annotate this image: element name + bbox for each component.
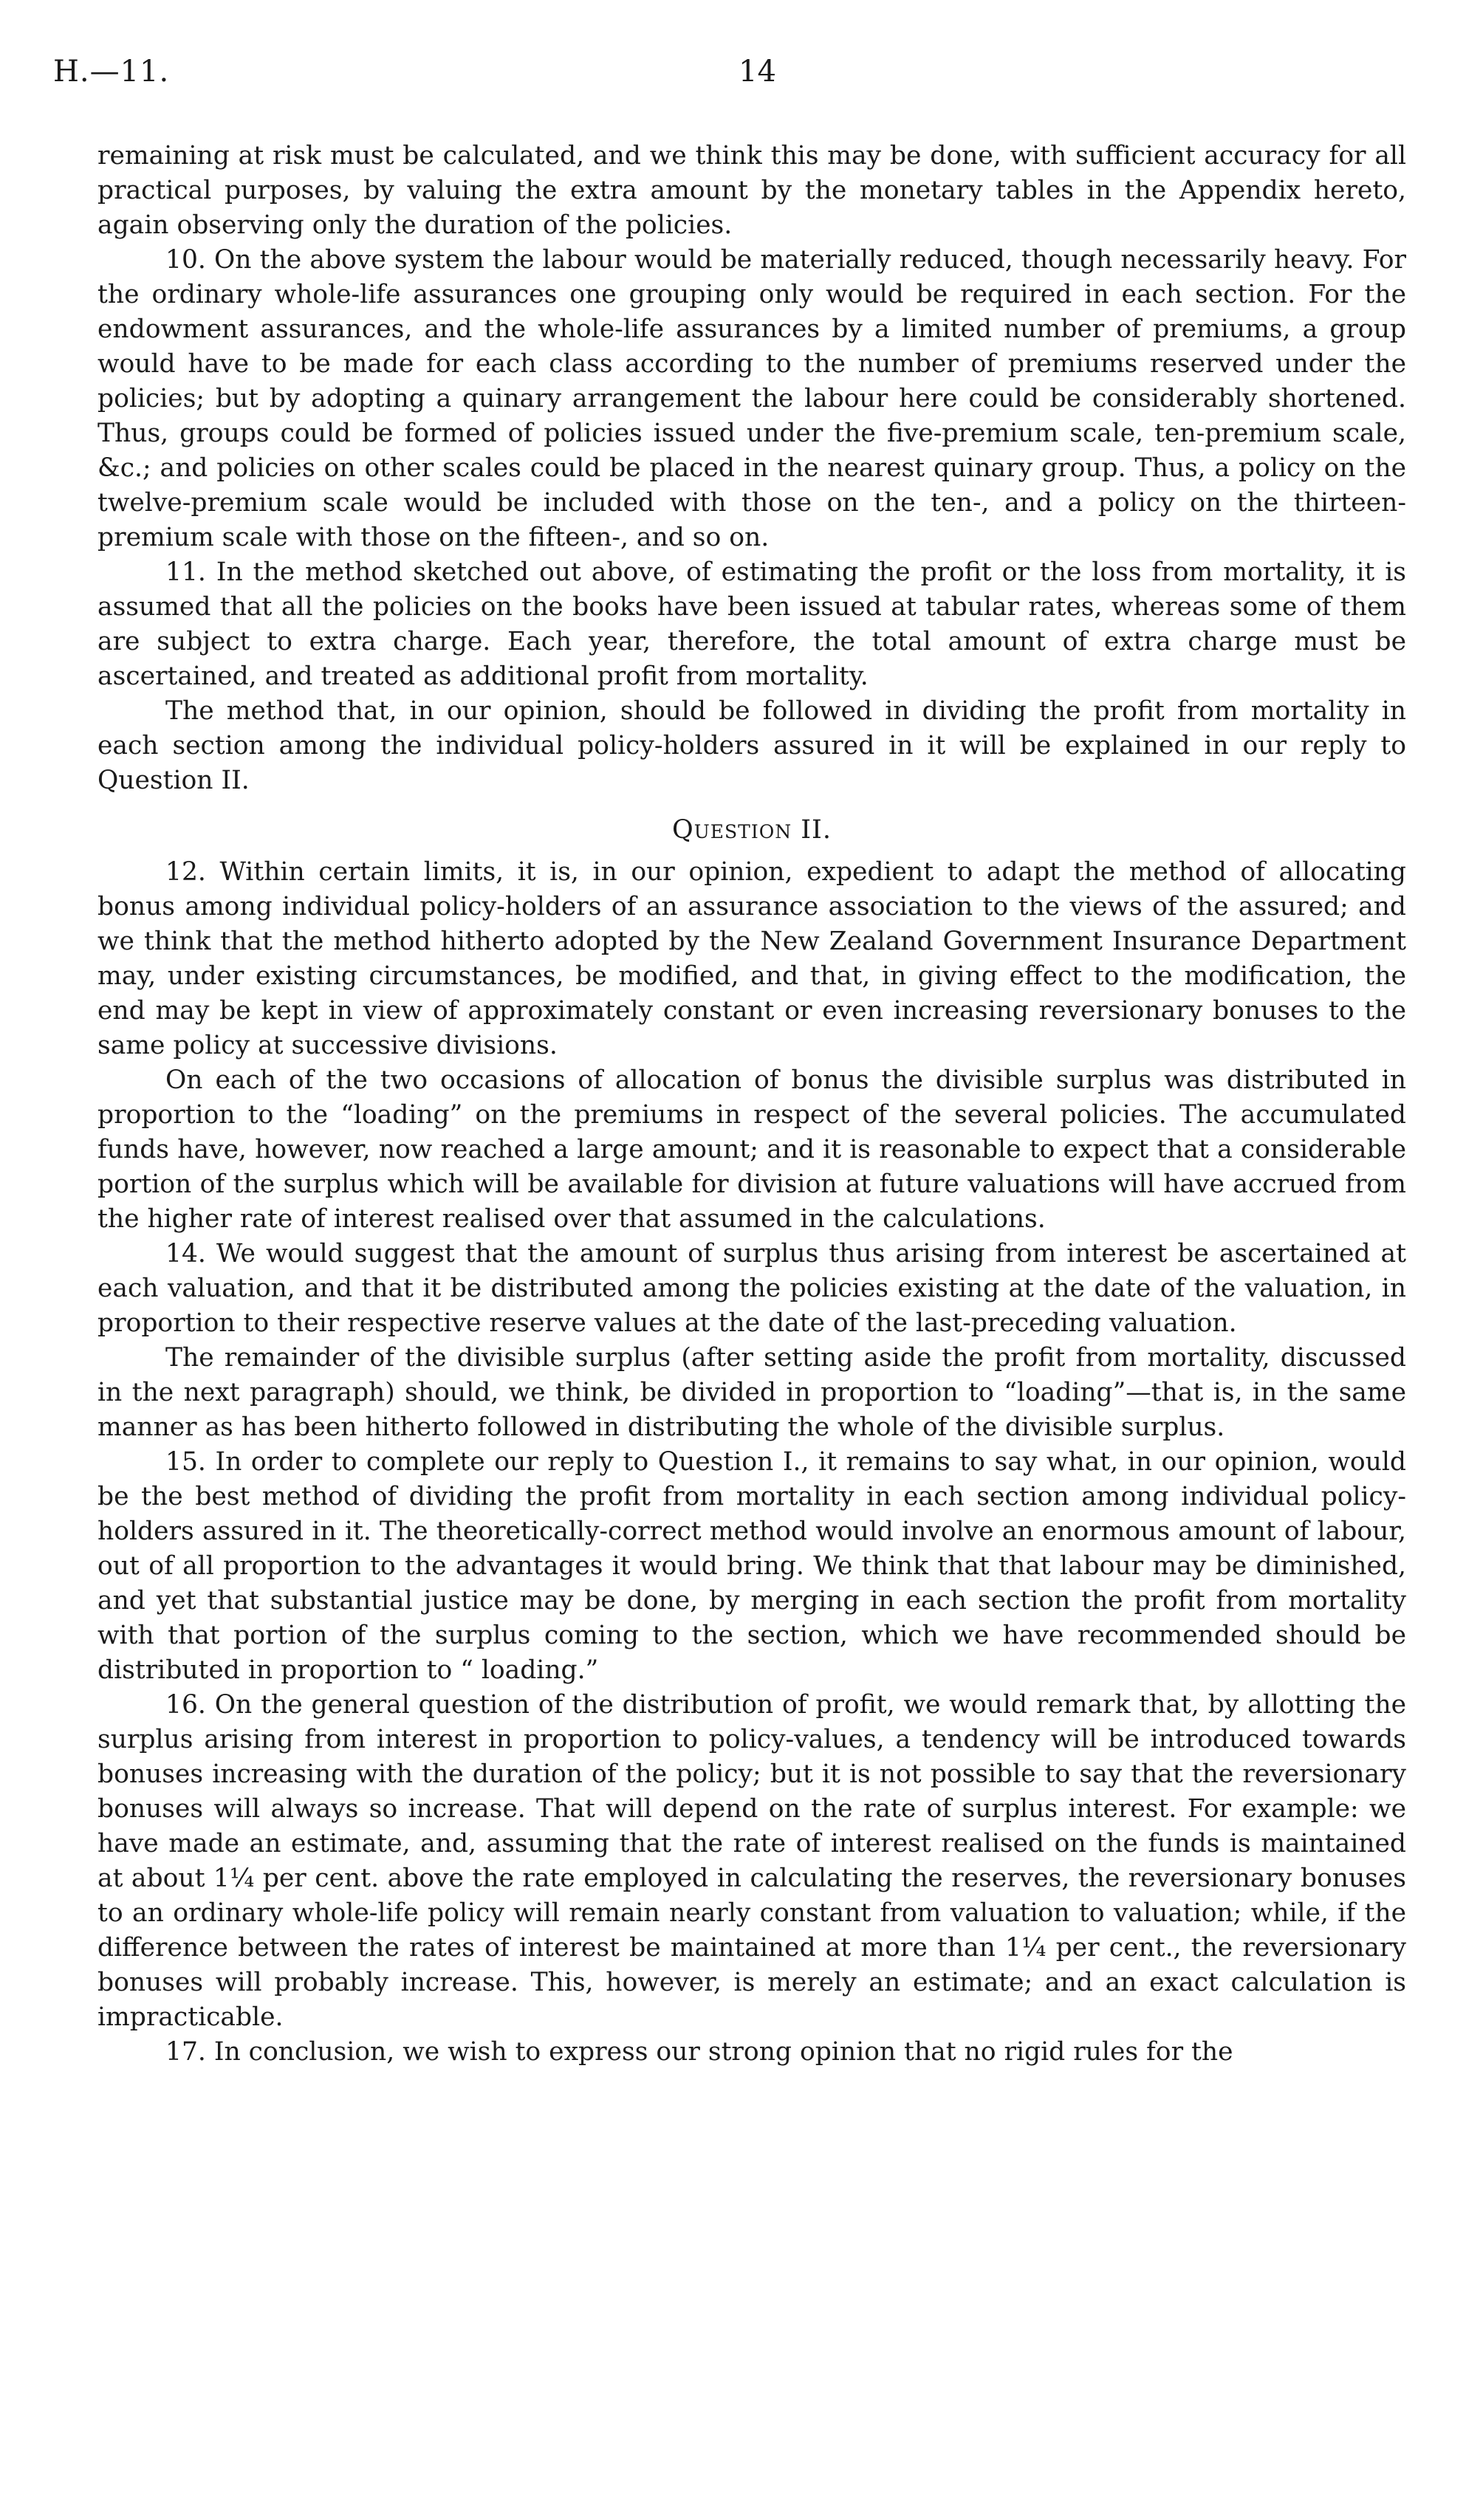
page-header — [53, 53, 1430, 97]
paragraph-14: 14. We would suggest that the amount of surplus thus arising from interest be ascertained at each valuation, and that it be distributed among the policies existing at the date of the valuation, in proportion to their respective reserve values at the date of the last-preceding valuation. — [97, 1239, 1406, 1338]
paragraph-13: On each of the two occasions of allocation of bonus the divisible surplus was distributed in proportion to the “loading” on the premiums in respect of the several policies. The accumulated funds have, however, now reached a large amount; and it is reasonable to expect that a considerable portion of the surplus which will be available for division at future valuations will have accrued from the higher rate of interest realised over that assumed in the calculations. — [97, 1065, 1406, 1234]
paragraph-14-continued: The remainder of the divisible surplus (after setting aside the profit from mortality, discussed in the next paragraph) should, we think, be divided in proportion to “loading”—that is, in the same manner as has been hitherto followed in distributing the whole of the divisible surplus. — [97, 1343, 1406, 1442]
paragraph-15: 15. In order to complete our reply to Question I., it remains to say what, in our opinion, would be the best method of dividing the profit from mortality in each section among individual policy-holders assured in it. The theoretically-correct method would involve an enormous amount of labour, out of all proportion to the advantages it would bring. We think that that labour may be diminished, and yet that substantial justice may be done, by merging in each section the profit from mortality with that portion of the surplus coming to the section, which we have recommended should be distributed in proportion to “ loading.” — [97, 1447, 1406, 1685]
paragraph-17: 17. In conclusion, we wish to express our strong opinion that no rigid rules for the — [165, 2037, 1233, 2067]
paragraph-11: 11. In the method sketched out above, of estimating the profit or the loss from mortality, it is assumed that all the policies on the books have been issued at tabular rates, whereas some of them are subject to extra charge. Each year, therefore, the total amount of extra charge must be ascertained, and treated as additional profit from mortality. — [97, 557, 1406, 691]
paragraph-11-continued: The method that, in our opinion, should be followed in dividing the profit from mortality in each section among the individual policy-holders assured in it will be explained in our reply to Question II. — [97, 696, 1406, 795]
paragraph-16: 16. On the general question of the distribution of profit, we would remark that, by allotting the surplus arising from interest in proportion to policy-values, a tendency will be introduced towards bonuses increasing with the duration of the policy; but it is not possible to say that the reversionary bonuses will always so increase. That will depend on the rate of surplus interest. For example: we have made an estimate, and, assuming that the rate of interest realised on the funds is maintained at about 1¼ per cent. above the rate employed in calculating the reserves, the reversionary bonuses to an ordinary whole-life policy will remain nearly constant from valuation to valuation; while, if the difference between the rates of interest be maintained at more than 1¼ per cent., the reversionary bonuses will probably increase. This, however, is merely an estimate; and an exact calculation is impracticable. — [97, 1690, 1406, 2032]
page-number: 14 — [739, 55, 776, 89]
paragraph-12: 12. Within certain limits, it is, in our opinion, expedient to adapt the method of allocating bonus among individual policy-holders of an assurance association to the views of the assured; and we think that the method hitherto adopted by the New Zealand Government Insurance Department may, under existing circumstances, be modified, and that, in giving effect to the modification, the end may be kept in view of approximately constant or even increasing reversionary bonuses to the same policy at successive divisions. — [97, 857, 1406, 1060]
body-text — [97, 139, 1406, 2070]
section-heading-question-2: Question II. — [672, 815, 832, 845]
paragraph-10: 10. On the above system the labour would be materially reduced, though necessarily heavy. For the ordinary whole-life assurances one grouping only would be required in each section. For the endowment assurances, and the whole-life assurances by a limited number of premiums, a group would have to be made for each class according to the number of premiums reserved under the policies; but by adopting a quinary arrangement the labour here could be considerably shortened. Thus, groups could be formed of policies issued under the five-premium scale, ten-premium scale, &c.; and policies on other scales could be placed in the nearest quinary group. Thus, a policy on the twelve-premium scale would be included with those on the ten-, and a policy on the thirteen-premium scale with those on the fifteen-, and so on. — [97, 245, 1406, 552]
document-reference: H.—11. — [53, 55, 170, 89]
paragraph-continuation: remaining at risk must be calculated, and we think this may be done, with sufficient accuracy for all practical purposes, by valuing the extra amount by the monetary tables in the Appendix hereto, again observing only the duration of the policies. — [97, 141, 1406, 240]
